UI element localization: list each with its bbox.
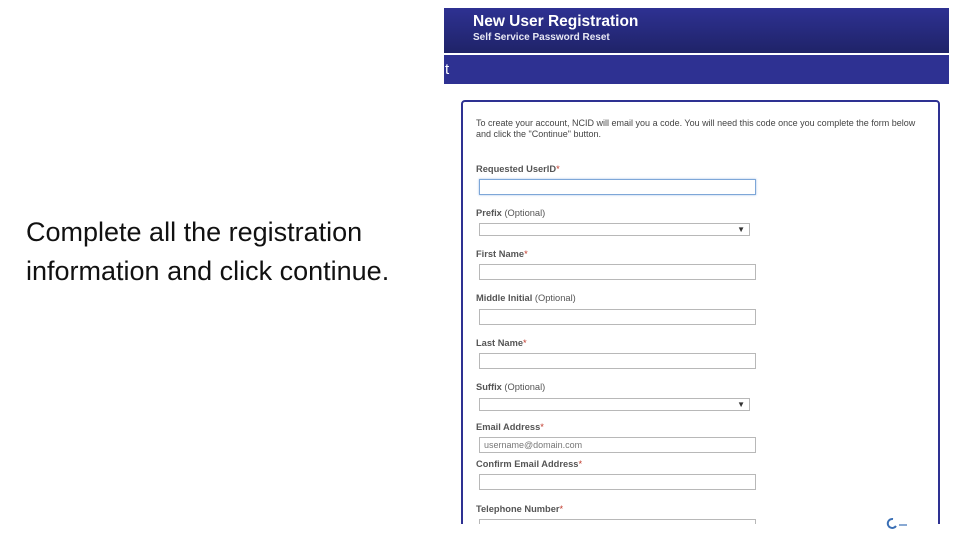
nav-text-fragment: t [445, 61, 450, 78]
slide-instruction-text: Complete all the registration information and click continue. [26, 217, 390, 286]
telephone-label: Telephone Number* [476, 504, 564, 514]
last-name-input[interactable] [479, 353, 756, 369]
suffix-label: Suffix (Optional) [476, 382, 546, 392]
required-marker: * [524, 249, 528, 259]
chevron-down-icon: ▼ [737, 225, 745, 234]
confirm-email-label: Confirm Email Address* [476, 459, 583, 469]
required-marker: * [556, 164, 560, 174]
prefix-label: Prefix (Optional) [476, 208, 546, 218]
email-label: Email Address* [476, 422, 544, 432]
registration-screenshot [444, 8, 949, 524]
email-input[interactable]: username@domain.com [479, 437, 756, 453]
telephone-input[interactable] [479, 519, 756, 524]
suffix-select[interactable] [479, 398, 750, 411]
prefix-select[interactable] [479, 223, 750, 236]
nav-bar [444, 55, 949, 84]
first-name-label: First Name* [476, 249, 528, 259]
required-marker: * [523, 338, 527, 348]
confirm-email-input[interactable] [479, 474, 756, 490]
last-name-label: Last Name* [476, 338, 527, 348]
page-title: New User Registration [473, 13, 639, 30]
required-marker: * [578, 459, 583, 469]
page-subtitle: Self Service Password Reset [473, 32, 610, 43]
userid-input[interactable] [479, 179, 756, 195]
first-name-input[interactable] [479, 264, 756, 280]
logo-icon [886, 516, 908, 530]
middle-initial-label: Middle Initial (Optional) [476, 293, 576, 303]
required-marker: * [559, 504, 564, 514]
app-header [444, 8, 949, 53]
registration-form [461, 100, 940, 524]
userid-label: Requested UserID* [476, 164, 560, 174]
chevron-down-icon: ▼ [737, 400, 745, 409]
required-marker: * [540, 422, 544, 432]
middle-initial-input[interactable] [479, 309, 756, 325]
form-intro-text: To create your account, NCID will email you a code. You will need this code once you complete the form below and click the "Continue" button. [476, 118, 916, 139]
